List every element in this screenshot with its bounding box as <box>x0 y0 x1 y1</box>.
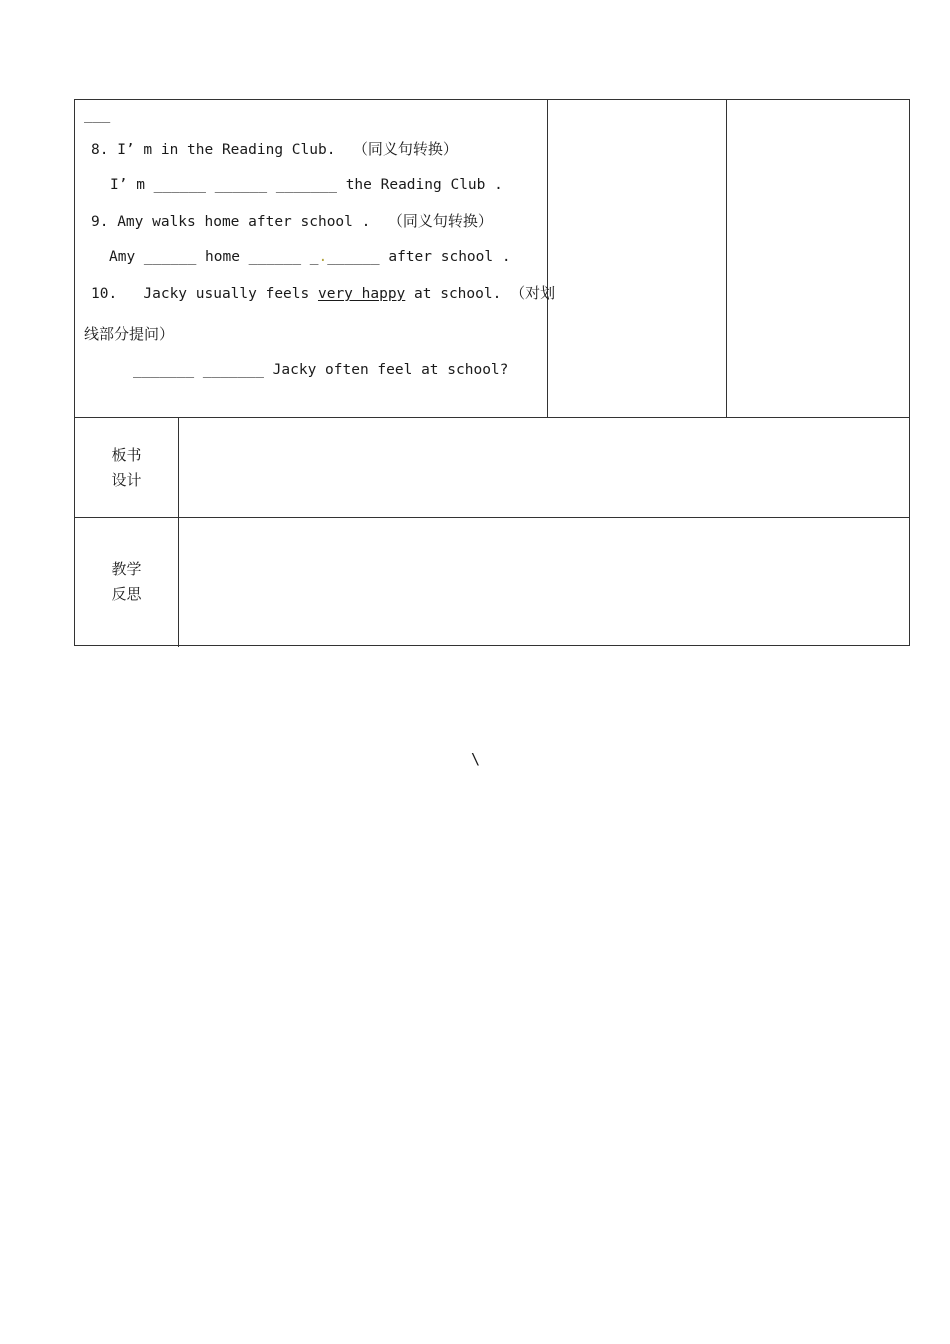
row-divider-1 <box>75 417 909 418</box>
question-10-suffix: at school. <box>405 286 511 302</box>
question-9-answer-pre: Amy ______ home ______ _ <box>109 249 319 265</box>
board-design-label-line2: 设计 <box>111 471 142 489</box>
question-9-sentence: 9. Amy walks home after school . <box>91 214 371 230</box>
question-8-answer-line: I’ m ______ ______ _______ the Reading Club . <box>110 177 503 193</box>
question-8-sentence: 8. I’ m in the Reading Club. <box>91 142 336 158</box>
column-divider-1 <box>547 100 548 418</box>
teaching-reflection-label-line2: 反思 <box>111 585 142 603</box>
teaching-reflection-label-line1: 教学 <box>111 560 142 578</box>
question-10-underlined: very happy <box>317 286 406 302</box>
question-10-prefix: 10. Jacky usually feels <box>91 286 318 302</box>
question-9 <box>91 212 493 231</box>
question-9-answer-line <box>109 248 511 266</box>
question-10 <box>91 284 555 303</box>
question-10-answer-line: _______ _______ Jacky often feel at school? <box>133 362 509 378</box>
teaching-reflection-label <box>75 557 178 607</box>
question-9-answer-post: ______ after school . <box>327 249 511 265</box>
question-10-instruction-part1: （对划 <box>510 284 556 302</box>
question-8 <box>91 140 458 159</box>
board-design-label-line1: 板书 <box>111 446 142 464</box>
question-8-instruction: （同义句转换） <box>352 140 458 158</box>
column-divider-2 <box>726 100 727 418</box>
label-column-divider <box>178 417 179 647</box>
row-divider-2 <box>75 517 909 518</box>
question-9-answer-dot: . <box>318 249 328 265</box>
question-9-instruction: （同义句转换） <box>387 212 493 230</box>
footer-mark: \ <box>471 750 481 768</box>
top-blank: ___ <box>84 107 111 123</box>
lesson-plan-table <box>74 99 910 646</box>
board-design-label <box>75 443 178 493</box>
question-10-instruction-part2: 线部分提问） <box>84 325 175 343</box>
